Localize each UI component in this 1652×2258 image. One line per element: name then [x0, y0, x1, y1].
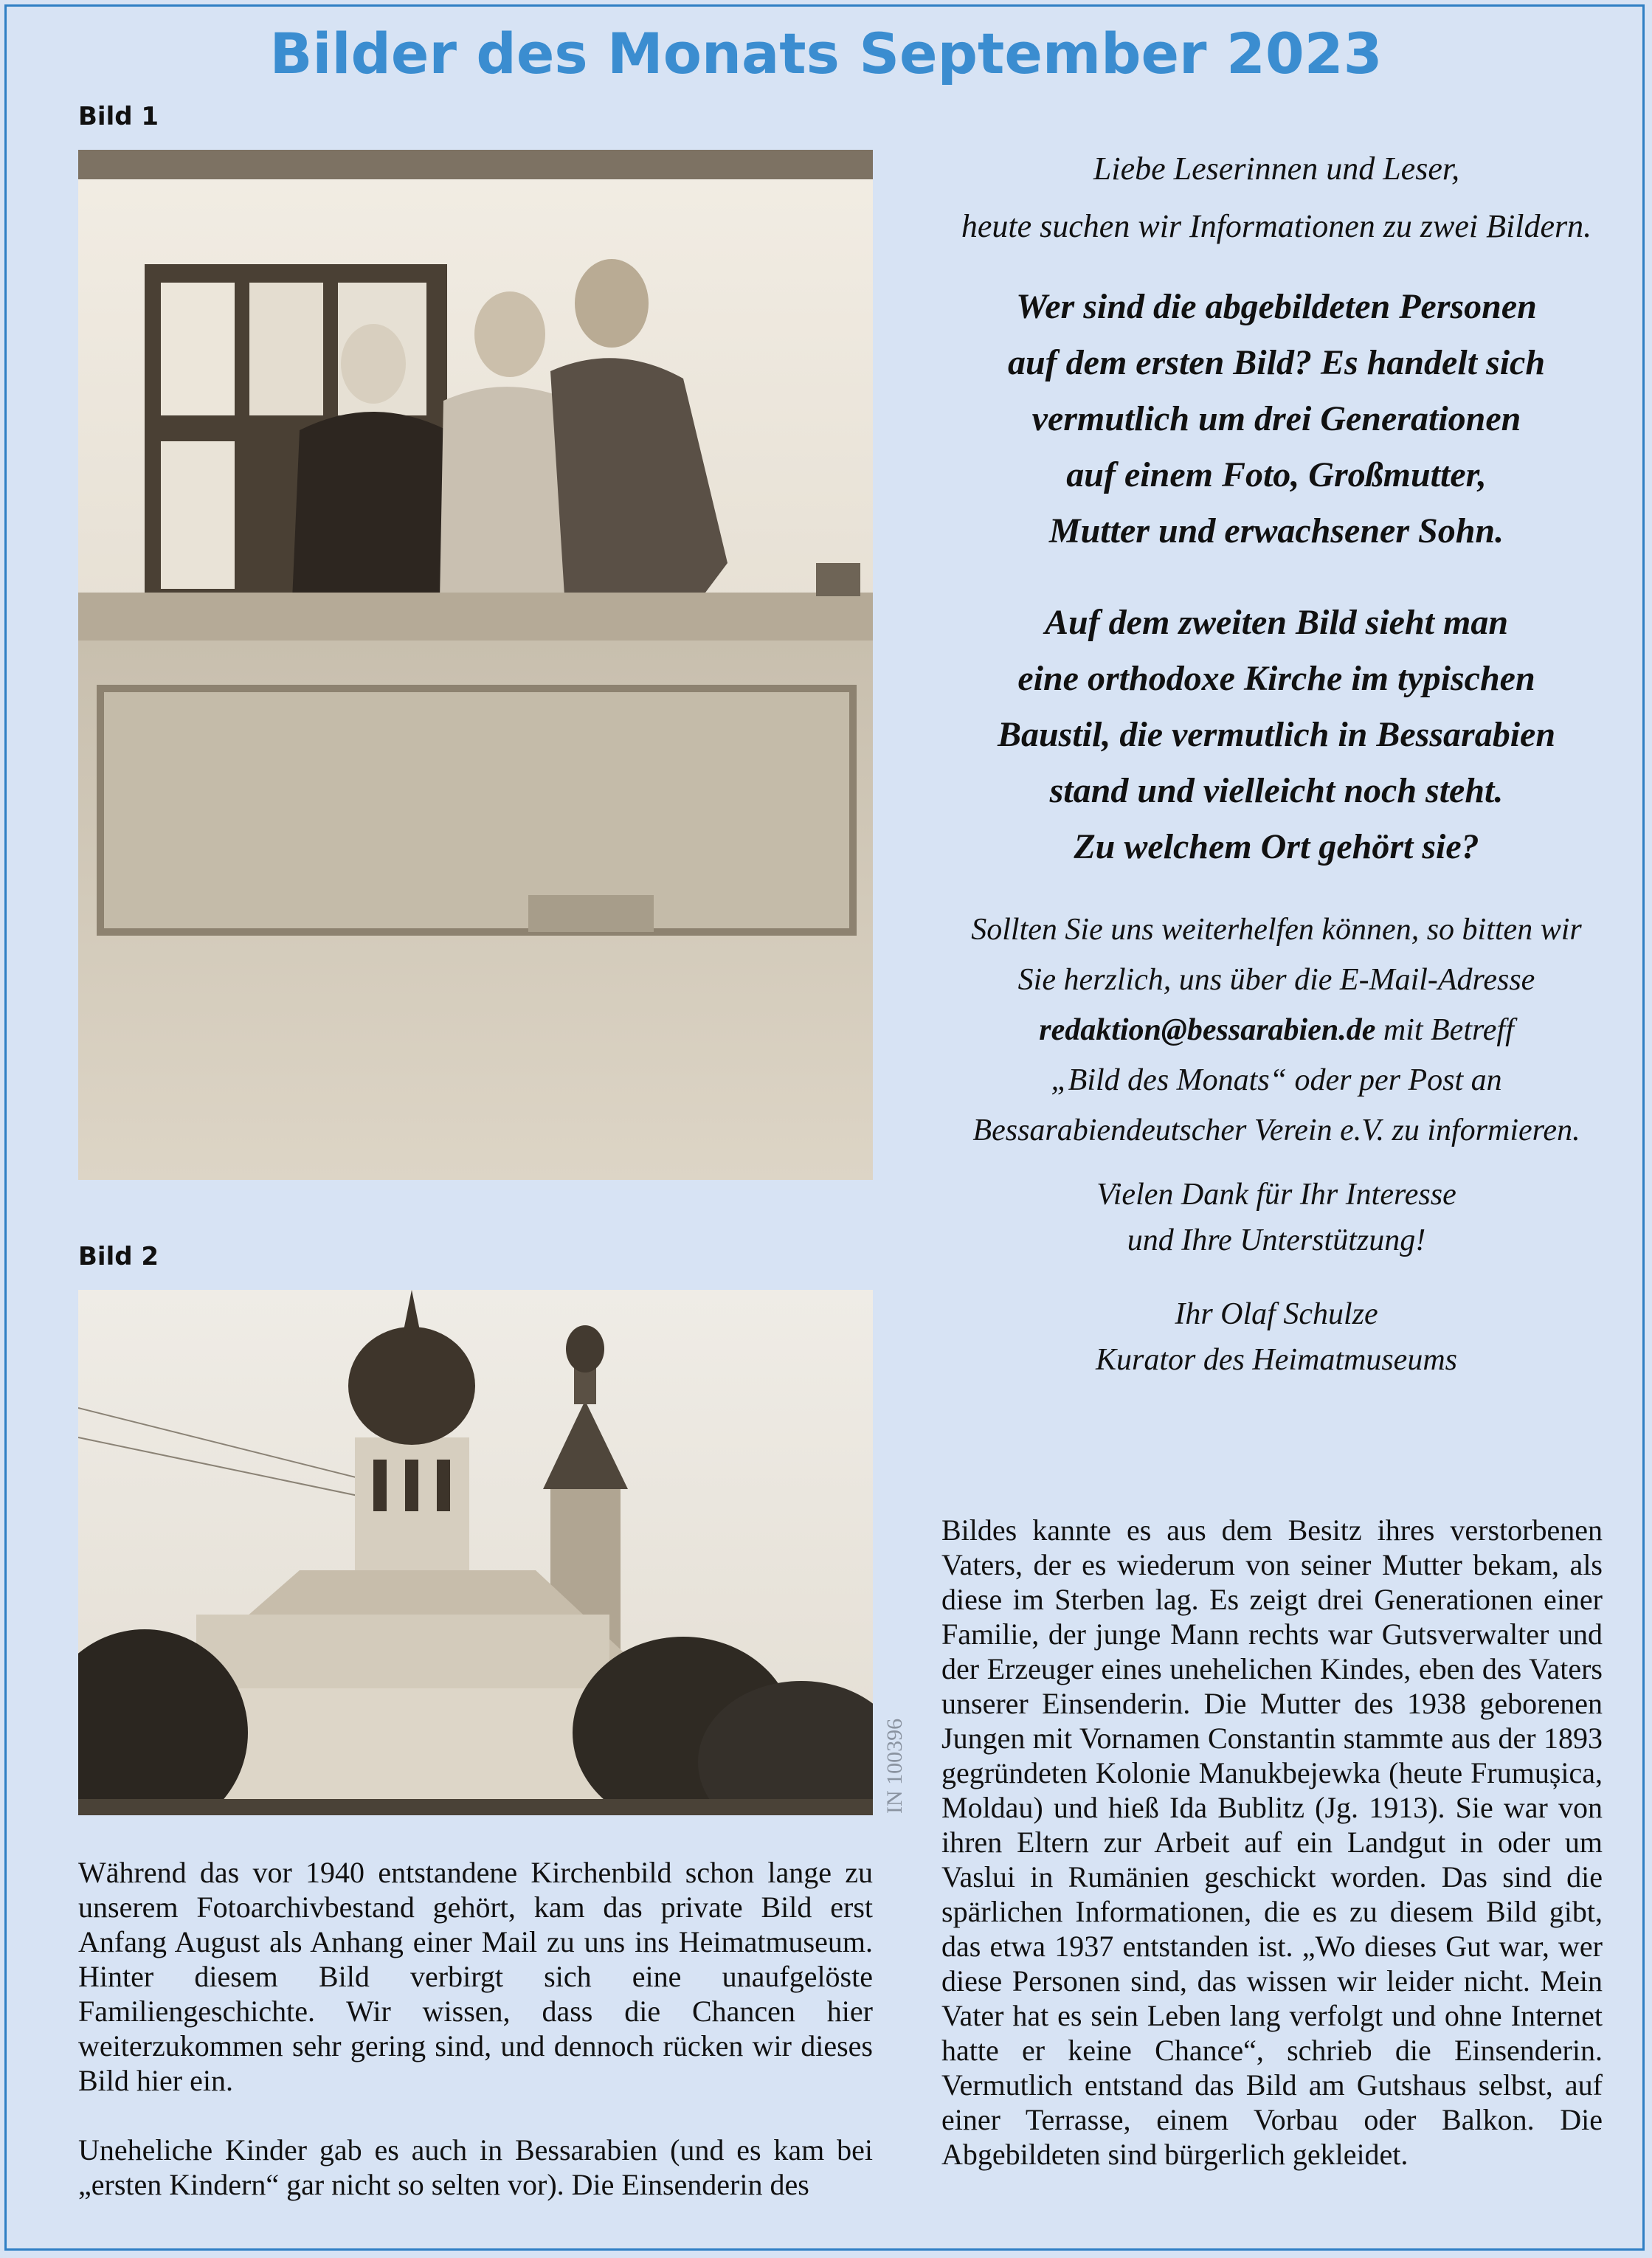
- question-1-line: Wer sind die abgebildeten Personen: [1016, 287, 1537, 326]
- question-2-line: Zu welchem Ort gehört sie?: [1074, 827, 1479, 866]
- article-paragraph-2: Uneheliche Kinder gab es auch in Bessarabien (und es kam bei „ersten Kindern“ gar nicht so selten vor). Die Einsenderin des: [78, 2133, 873, 2201]
- photo-bild1: [78, 150, 873, 1180]
- question-1-line: auf einem Foto, Großmutter,: [1066, 455, 1487, 494]
- help-line-4: „Bild des Monats“ oder per Post an: [1051, 1063, 1502, 1097]
- article-paragraph-3: Bildes kannte es aus dem Besitz ihres verstorbenen Vaters, der es wiederum von seiner Mutter bekam, als diese im Sterben lag. Es zeigt drei Generationen einer Familie, der junge Mann rechts war Gutsverwalter und der Erzeuger eines unehelichen Kindes, eben des Vaters unserer Einsenderin. Die Mutter des 1938 geborenen Jungen mit Vornamen Constantin stammte aus der 1893 gegründeten Kolonie Manukbejewka (heute Frumușica, Moldau) und hieß Ida Bublitz (Jg. 1913). Sie war von ihren Eltern zur Arbeit auf ein Landgut in oder um Vaslui in Rumänien geschickt worden. Das sind die spärlichen Informationen, die es zu diesem Bild gibt, das etwa 1937 entstanden ist. „Wo dieses Gut war, wer diese Personen sind, das wissen wir leider nicht. Mein Vater hat es sein Leben lang verfolgt und ohne Internet hatte er keine Chance“, schrieb die Einsenderin. Vermutlich entstand das Bild am Gutshaus selbst, auf einer Terrasse, einem Vorbau oder Balkon. Die Abgebildeten sind bürgerlich gekleidet.: [941, 1513, 1603, 2171]
- photo-bild1-image: [78, 150, 873, 1180]
- question-1: [937, 279, 1616, 559]
- photo-bild2: [78, 1290, 873, 1815]
- help-line-1: Sollten Sie uns weiterhelfen können, so bitten wir: [971, 913, 1582, 947]
- thanks-line-2: und Ihre Unterstützung!: [1127, 1223, 1426, 1257]
- question-2-line: Auf dem zweiten Bild sieht man: [1044, 603, 1509, 642]
- bild1-label: Bild 1: [78, 102, 159, 131]
- bild2-label: Bild 2: [78, 1242, 159, 1271]
- article-column-right: [941, 1513, 1603, 2172]
- question-2-line: eine orthodoxe Kirche im typischen: [1017, 659, 1535, 698]
- article-paragraph-1: Während das vor 1940 entstandene Kirchenbild schon lange zu unserem Fotoarchivbestand gehört, kam das private Bild erst Anfang August als Anhang einer Mail zu uns ins Heimatmuseum. Hinter diesem Bild verbirgt sich eine unaufgelöste Familiengeschichte. Wir wissen, dass die Chancen hier weiterzukommen sehr gering sind, und dennoch rücken wir dieses Bild hier ein.: [78, 1856, 873, 2097]
- question-2-line: stand und vielleicht noch steht.: [1049, 771, 1504, 810]
- photo-bild2-image: [78, 1290, 873, 1815]
- inventory-number: IN 100396: [882, 1718, 907, 1814]
- email-address[interactable]: redaktion@bessarabien.de: [1039, 1013, 1376, 1047]
- article-column-left: [78, 1855, 873, 2202]
- help-line-3-rest: mit Betreff: [1383, 1013, 1514, 1047]
- intro-line-2: heute suchen wir Informationen zu zwei Bildern.: [961, 208, 1592, 244]
- question-1-line: auf dem ersten Bild? Es handelt sich: [1007, 343, 1546, 382]
- help-line-3: [937, 1005, 1616, 1055]
- signature-name: Ihr Olaf Schulze: [1175, 1297, 1378, 1331]
- question-1-line: vermutlich um drei Generationen: [1031, 399, 1521, 438]
- help-line-2: Sie herzlich, uns über die E-Mail-Adresse: [1017, 963, 1535, 997]
- signature-role: Kurator des Heimatmuseums: [1096, 1343, 1457, 1377]
- signature: [937, 1291, 1616, 1383]
- thanks-text: [937, 1172, 1616, 1263]
- intro-line-1: Liebe Leserinnen und Leser,: [1093, 151, 1460, 187]
- help-request: [937, 905, 1616, 1156]
- help-line-5: Bessarabiendeutscher Verein e.V. zu informieren.: [972, 1114, 1580, 1147]
- question-1-line: Mutter und erwachsener Sohn.: [1048, 511, 1504, 550]
- intro-text: [937, 140, 1616, 255]
- question-2: [937, 595, 1616, 875]
- question-2-line: Baustil, die vermutlich in Bessarabien: [997, 715, 1556, 754]
- thanks-line-1: Vielen Dank für Ihr Interesse: [1096, 1178, 1456, 1212]
- page-title: Bilder des Monats September 2023: [269, 21, 1383, 86]
